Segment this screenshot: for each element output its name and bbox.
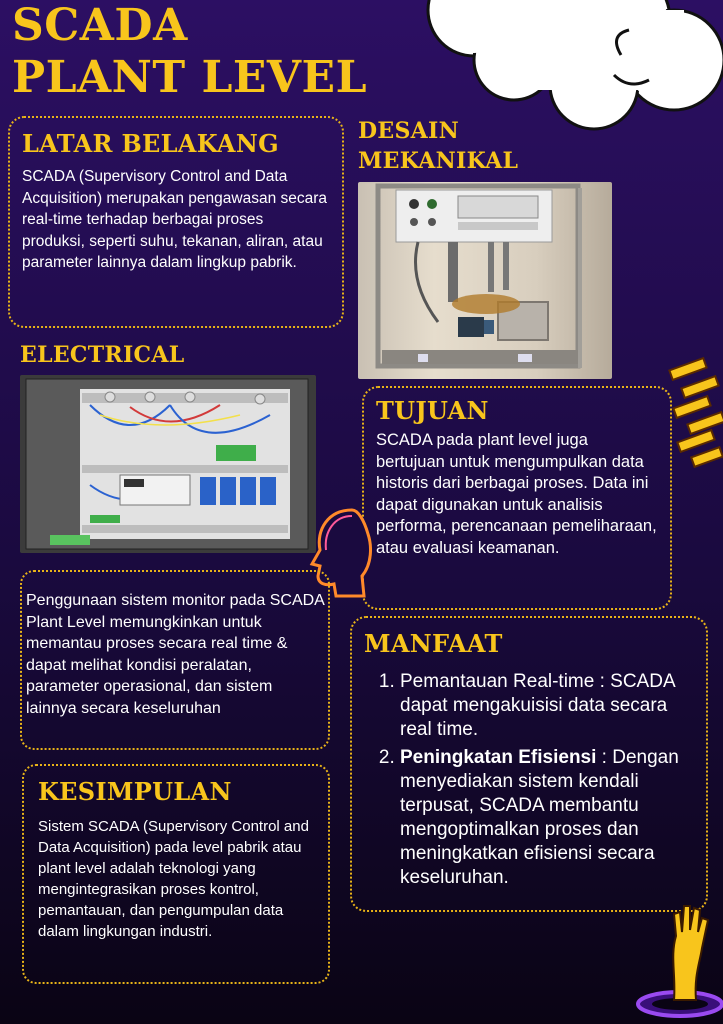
manfaat-heading: MANFAAT	[364, 629, 503, 658]
kesimpulan-text: Sistem SCADA (Supervisory Control and Data Acquisition) pada level pabrik atau plant level adalah teknologi yang mengintegrasikan proses kontrol, pemantauan, dan pengumpulan data dalam lingkungan industri.	[38, 818, 309, 940]
manfaat-box	[350, 616, 708, 912]
mechanical-photo	[358, 182, 612, 379]
tujuan-box	[362, 386, 672, 610]
tujuan-text: SCADA pada plant level juga bertujuan untuk mengumpulkan data historis dari berbagai proses. Data ini dapat digunakan untuk analisis performa, perencanaan pemeliharaan, atau evaluasi keamanan.	[376, 431, 657, 557]
electrical-heading: ELECTRICAL	[20, 342, 185, 368]
manfaat-item-text: : Dengan menyediakan sistem kendali terpusat, SCADA membantu mengoptimalkan proses dan meningkatkan efisiensi secara keseluruhan.	[400, 747, 679, 888]
manfaat-item-text: Pemantauan Real-time : SCADA dapat mengakuisisi data secara real time.	[400, 671, 675, 740]
kesimpulan-heading: KESIMPULAN	[38, 777, 232, 806]
page-title	[12, 0, 367, 104]
tujuan-heading: TUJUAN	[376, 396, 489, 425]
title-line-1: SCADA	[12, 0, 188, 51]
manfaat-item	[400, 670, 694, 742]
manfaat-item	[400, 746, 694, 890]
penggunaan-box	[20, 570, 330, 750]
electrical-panel-photo	[20, 375, 316, 553]
latar-belakang-text: SCADA (Supervisory Control and Data Acquisition) merupakan pengawasan secara real-time terhadap berbagai proses produksi, seperti suhu, tekanan, aliran, atau parameter lainnya dalam lingkup pabrik.	[22, 168, 328, 272]
title-line-2: PLANT LEVEL	[12, 52, 368, 103]
desain-heading-line-2: MEKANIKAL	[358, 148, 519, 174]
manfaat-list	[364, 670, 694, 890]
kesimpulan-box	[22, 764, 330, 984]
desain-heading-line-1: DESAIN	[358, 118, 460, 144]
latar-belakang-heading: LATAR BELAKANG	[22, 129, 279, 158]
latar-belakang-box	[8, 116, 344, 328]
penggunaan-text: Penggunaan sistem monitor pada SCADA Plant Level memungkinkan untuk memantau proses secara real time & dapat melihat kondisi peralatan, parameter operasional, dan sistem lainnya secara keseluruhan	[26, 592, 324, 717]
hand-portal-decoration	[630, 896, 723, 1024]
mechanical-photo-illustration	[358, 182, 612, 379]
desain-mekanikal-heading	[358, 116, 518, 176]
stripes-decoration	[664, 356, 723, 468]
electrical-photo-illustration	[20, 375, 316, 553]
manfaat-item-bold: Peningkatan Efisiensi	[400, 747, 597, 768]
